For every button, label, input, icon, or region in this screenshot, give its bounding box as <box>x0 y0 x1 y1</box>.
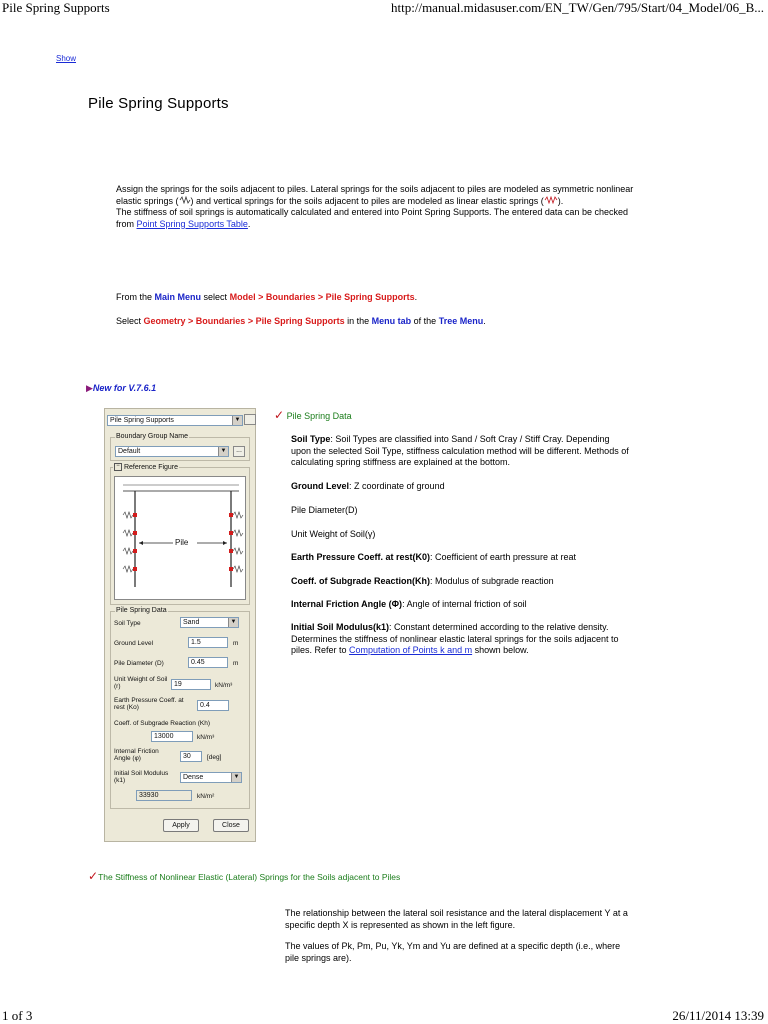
show-link[interactable]: Show <box>56 54 77 63</box>
page-header-url: http://manual.midasuser.com/EN_TW/Gen/795/Start/04_Model/06_B... <box>391 0 764 15</box>
new-for-version: ▶New for V.7.6.1 <box>86 383 157 393</box>
def-earth-pressure: Earth Pressure Coeff. at rest(K0): Coefficient of earth pressure at reat <box>291 552 576 562</box>
linear-spring-icon <box>544 196 558 204</box>
pile-spring-data-heading: ✓ Pile Spring Data <box>274 408 352 422</box>
page-footer-datetime: 26/11/2014 13:39 <box>672 1008 764 1023</box>
ground-level-input[interactable]: 1.5 <box>188 637 228 648</box>
unit-weight-unit: kN/m³ <box>215 682 233 689</box>
unit-weight-label: Unit Weight of Soil (r) <box>114 676 168 690</box>
bottom-paragraph-1: The relationship between the lateral soil resistance and the lateral displacement Y at a specific depth X is represented as shown in the left figure. <box>285 908 628 930</box>
unit-weight-input[interactable]: 19 <box>171 679 211 690</box>
tree-menu-term: Tree Menu <box>438 316 484 326</box>
pile-label: Pile <box>175 538 189 547</box>
friction-angle-input[interactable]: 30 <box>180 751 202 762</box>
pile-spring-supports-dialog <box>104 408 256 842</box>
chevron-down-icon: ▼ <box>228 618 238 627</box>
initial-soil-modulus-unit: kN/m² <box>197 793 215 800</box>
pile-spring-data-box <box>110 607 250 809</box>
def-initial-soil-modulus: Initial Soil Modulus(k1): Constant determined according to the relative density. Determines the stiffness of nonlinear elastic lateral springs for the soils adjacent to piles. Refer to Computation of Points k and m shown below. <box>291 622 619 655</box>
point-spring-supports-table-link[interactable]: Point Spring Supports Table <box>136 218 248 229</box>
chevron-down-icon: ▼ <box>232 416 242 425</box>
friction-angle-unit: [deg] <box>207 754 222 761</box>
def-pile-diameter: Pile Diameter(D) <box>291 505 358 515</box>
boundary-group-label: Boundary Group Name <box>116 433 188 440</box>
boundary-group-box <box>110 433 250 461</box>
menu-path-line-1: From the Main Menu select Model > Boundaries > Pile Spring Supports. <box>116 292 418 302</box>
boundary-group-select[interactable]: Default ▼ <box>115 446 229 457</box>
reference-figure-label: − Reference Figure <box>113 463 179 472</box>
soil-type-label: Soil Type <box>114 620 141 627</box>
pile-diameter-unit: m <box>233 660 239 667</box>
subgrade-reaction-input[interactable]: 13000 <box>151 731 193 742</box>
intro-line-4: from Point Spring Supports Table. <box>116 218 251 229</box>
subgrade-reaction-label: Coeff. of Subgrade Reaction (Kh) <box>114 720 210 727</box>
friction-angle-label: Internal Friction Angle (φ) <box>114 748 159 762</box>
intro-line-2: elastic springs ( ) and vertical springs for the soils adjacent to piles are modeled as linear elastic springs ( ). <box>116 195 564 206</box>
stiffness-heading: ✓The Stiffness of Nonlinear Elastic (Lateral) Springs for the Soils adjacent to Piles <box>88 869 401 883</box>
main-menu-term: Main Menu <box>154 292 202 302</box>
chevron-down-icon: ▼ <box>231 773 241 782</box>
boundary-group-more-button[interactable]: ... <box>233 446 245 457</box>
page-title: Pile Spring Supports <box>88 95 229 112</box>
function-options-button[interactable] <box>244 414 256 425</box>
close-button[interactable]: Close <box>213 819 249 832</box>
intro-line-1: Assign the springs for the soils adjacent to piles. Lateral springs for the soils adjacent to piles are modeled as symmetric nonlinear <box>116 184 634 194</box>
def-soil-type: Soil Type: Soil Types are classified into Sand / Soft Cray / Stiff Cray. Depending upon the selected Soil Type, stiffness calculation method will be different. Methods of calculating spring stiffness are explained at the bottom. <box>291 434 629 467</box>
menu-tab-term: Menu tab <box>371 316 412 326</box>
apply-button[interactable]: Apply <box>163 819 199 832</box>
checkmark-icon: ✓ <box>274 408 285 422</box>
ground-level-label: Ground Level <box>114 640 154 647</box>
page-footer-count: 1 of 3 <box>2 1008 33 1023</box>
function-select[interactable]: Pile Spring Supports ▼ <box>107 415 243 426</box>
checkmark-icon: ✓ <box>88 869 99 883</box>
pile-diameter-label: Pile Diameter (D) <box>114 660 164 667</box>
def-subgrade-reaction: Coeff. of Subgrade Reaction(Kh): Modulus of subgrade reaction <box>291 576 554 586</box>
earth-pressure-label: Earth Pressure Coeff. at rest (Ko) <box>114 697 184 711</box>
collapse-icon[interactable]: − <box>114 463 122 471</box>
triangle-icon: ▶ <box>86 383 93 393</box>
intro-line-3: The stiffness of soil springs is automatically calculated and entered into Point Spring Supports. The entered data can be checked <box>116 207 628 217</box>
reference-figure <box>114 476 246 600</box>
initial-soil-modulus-select[interactable]: Dense ▼ <box>180 772 242 783</box>
def-friction-angle: Internal Friction Angle (Φ): Angle of internal friction of soil <box>291 599 527 609</box>
soil-type-select[interactable]: Sand ▼ <box>180 617 239 628</box>
def-unit-weight: Unit Weight of Soil(γ) <box>291 529 376 539</box>
computation-points-link[interactable]: Computation of Points k and m <box>349 645 473 655</box>
page-header-title: Pile Spring Supports <box>2 0 110 15</box>
initial-soil-modulus-value: 33930 <box>136 790 192 801</box>
bottom-paragraph-2: The values of Pk, Pm, Pu, Yk, Ym and Yu are defined at a specific depth (i.e., where pile springs are). <box>285 941 621 963</box>
bottom-text <box>285 908 635 974</box>
chevron-down-icon: ▼ <box>218 447 228 456</box>
def-ground-level: Ground Level: Z coordinate of ground <box>291 481 445 491</box>
nonlinear-spring-icon <box>179 196 191 204</box>
initial-soil-modulus-label: Initial Soil Modulus (k1) <box>114 770 169 784</box>
reference-figure-box <box>110 463 250 605</box>
main-menu-path: Model > Boundaries > Pile Spring Supports <box>229 292 415 302</box>
subgrade-reaction-unit: kN/m³ <box>197 734 215 741</box>
ground-level-unit: m <box>233 640 239 647</box>
intro-text <box>116 184 676 230</box>
earth-pressure-input[interactable]: 0.4 <box>197 700 229 711</box>
tree-menu-path: Geometry > Boundaries > Pile Spring Supports <box>143 316 345 326</box>
menu-path-line-2: Select Geometry > Boundaries > Pile Spring Supports in the Menu tab of the Tree Menu. <box>116 316 486 326</box>
pile-diameter-input[interactable]: 0.45 <box>188 657 228 668</box>
pile-spring-data-label: Pile Spring Data <box>116 607 167 614</box>
